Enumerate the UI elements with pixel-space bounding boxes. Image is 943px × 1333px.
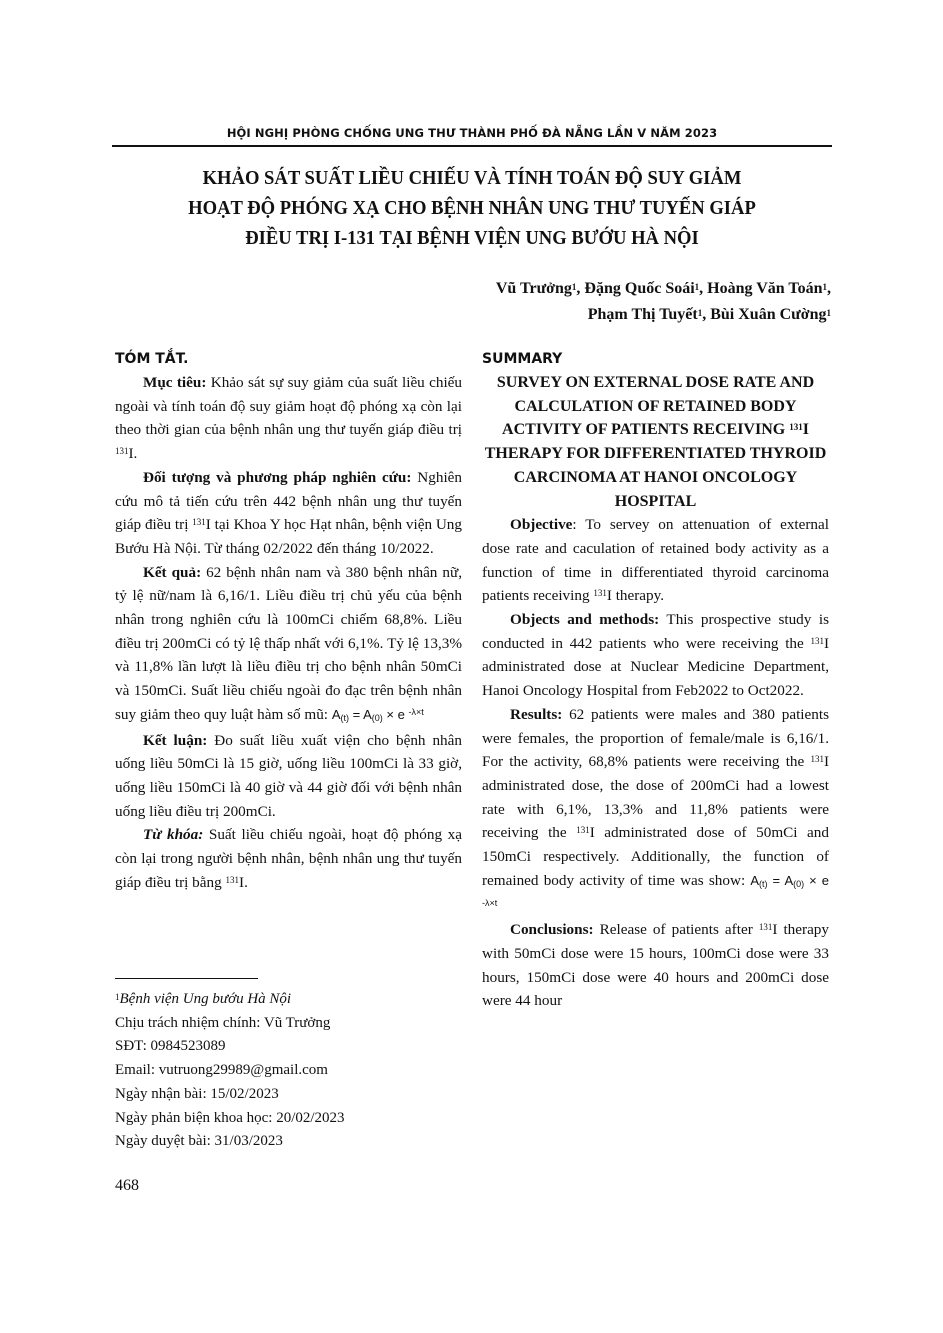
author: Đặng Quốc Soái [584,280,695,297]
abstract-vietnamese [115,347,462,894]
conclusion-paragraph: Conclusions: Release of patients after $^{131}$I therapy with 50mCi dose were 15 hours, 100mCi dose were 33 hours, 150mCi dose were 40 hours and 200mCi dose were 44 hour [482,921,829,1010]
keywords-paragraph: Từ khóa: Suất liều chiếu ngoài, hoạt độ phóng xạ còn lại trong người bệnh nhân, bệnh nhân ung thư tuyến giáp điều trị bằng $^{131}$I. [115,826,462,891]
objective-paragraph: Objective: To servey on attenuation of external dose rate and caculation of retained body activity as a function of time in differentiated thyroid carcinoma patients receiving $^{131}$I therapy. [482,516,829,605]
article-title [137,163,807,253]
received-date: Ngày nhận bài: 15/02/2023 [115,1085,279,1102]
title-line: HOẠT ĐỘ PHÓNG XẠ CHO BỆNH NHÂN UNG THƯ TUYẾN GIÁP [188,197,756,219]
results-paragraph: Kết quả: 62 bệnh nhân nam và 380 bệnh nhân nữ, tỷ lệ nữ/nam là 6,16/1. Liều điều trị chủ yếu của bệnh nhân trong nghiên cứu là 100mCi chiếm 68,8%. Liều điều trị 200mCi có tỷ lệ thấp nhất với 6,1%. Tỷ lệ 13,3% và 11,8% lần lượt là liều điều trị cho bệnh nhân 50mCi và 150mCi. Suất liều chiếu ngoài đo đạc trên bệnh nhân suy giảm theo quy luật hàm số mũ: A(t) = A(0) × e $^{-\lambda\times t}$ [115,563,462,723]
author: Hoàng Văn Toán [707,280,823,297]
formula: A(t) = A(0) × e $^{-\lambda\times t}$ [331,706,424,723]
accepted-date: Ngày duyệt bài: 31/03/2023 [115,1133,283,1150]
author-list: Vũ Trưởng$^1$, Đặng Quốc Soái$^1$, Hoàng Văn Toán$^1$, Phạm Thị Tuyết$^1$, Bùi Xuân Cường$^1$ [495,280,831,323]
title-line: KHẢO SÁT SUẤT LIỀU CHIẾU VÀ TÍNH TOÁN ĐỘ SUY GIẢM [202,167,742,189]
footnote: $^1$Bệnh viện Ung bướu Hà Nội Chịu trách nhiệm chính: Vũ Trưởng SĐT: 0984523089 Email: vutruong29989@gmail.com Ngày nhận bài: 15/02/2023 Ngày phản biện khoa học: 20/02/2023 Ngày duyệt bài: 31/03/2023 [115,988,345,1154]
title-line: ĐIỀU TRỊ I-131 TẠI BỆNH VIỆN UNG BƯỚU HÀ NỘI [245,227,699,249]
email: Email: vutruong29989@gmail.com [115,1062,328,1079]
section-heading: TÓM TẮT. [115,351,189,367]
objective-paragraph: Mục tiêu: Khảo sát sự suy giảm của suất liều chiếu ngoài và tính toán độ suy giảm hoạt độ phóng xạ còn lại theo thời gian của bệnh nhân ung thư tuyến giáp điều trị $^{131}$I. [115,374,463,463]
page-number: 468 [115,1177,139,1194]
results-paragraph: Results: 62 patients were males and 380 patients were females, the proportion of female/male is 6,16/1. For the activity, 68,8% patients were receiving the $^{131}$I administrated dose, the dose of 200mCi had a lowest rate with 6,1%, 13,3% and 11,8% patients were receiving the $^{131}$I administrated dose of 50mCi and 150mCi respectively. Additionally, the function of remained body activity of time was show: A(t) = A(0) × e $^{-\lambda\times t}$ [482,703,829,918]
english-title: SURVEY ON EXTERNAL DOSE RATE AND CALCULATION OF RETAINED BODY ACTIVITY OF PATIENTS RECEIVING $^{131}$I THERAPY FOR DIFFERENTIATED THYROID CARCINOMA AT HANOI ONCOLOGY HOSPITAL [484,374,827,510]
header-rule [112,145,832,147]
conclusion-paragraph: Kết luận: Đo suất liều xuất viện cho bệnh nhân uống liều 50mCi là 15 giờ, uống liều 100mCi là 33 giờ, uống liều 150mCi là 40 giờ và 44 giờ đối với bệnh nhân uống liều điều trị 200mCi. [115,731,462,820]
author: Vũ Trưởng [495,280,572,297]
affiliation: Bệnh viện Ung bướu Hà Nội [119,991,292,1007]
author: Bùi Xuân Cường [710,306,827,323]
corresponding-author: Chịu trách nhiệm chính: Vũ Trưởng [115,1014,331,1031]
running-header: HỘI NGHỊ PHÒNG CHỐNG UNG THƯ THÀNH PHỐ ĐÀ NẴNG LẦN V NĂM 2023 [226,126,718,140]
review-date: Ngày phản biện khoa học: 20/02/2023 [115,1109,345,1126]
footnote-rule [115,978,258,979]
formula: A(t) = A(0) × e $^{-\lambda\times t}$ [482,872,829,909]
phone: SĐT: 0984523089 [115,1038,226,1055]
methods-paragraph: Đối tượng và phương pháp nghiên cứu: Nghiên cứu mô tả tiến cứu trên 442 bệnh nhân ung thư tuyến giáp điều trị $^{131}$I tại Khoa Y học Hạt nhân, bệnh viện Ung Bướu Hà Nội. Từ tháng 02/2022 đến tháng 10/2022. [115,468,462,557]
methods-paragraph: Objects and methods: This prospective study is conducted in 442 patients who were receiving the $^{131}$I administrated dose at Nuclear Medicine Department, Hanoi Oncology Hospital from Feb2022 to Oct2022. [482,611,829,700]
abstract-english [482,347,829,1013]
author: Phạm Thị Tuyết [587,306,698,323]
section-heading: SUMMARY [482,351,563,367]
